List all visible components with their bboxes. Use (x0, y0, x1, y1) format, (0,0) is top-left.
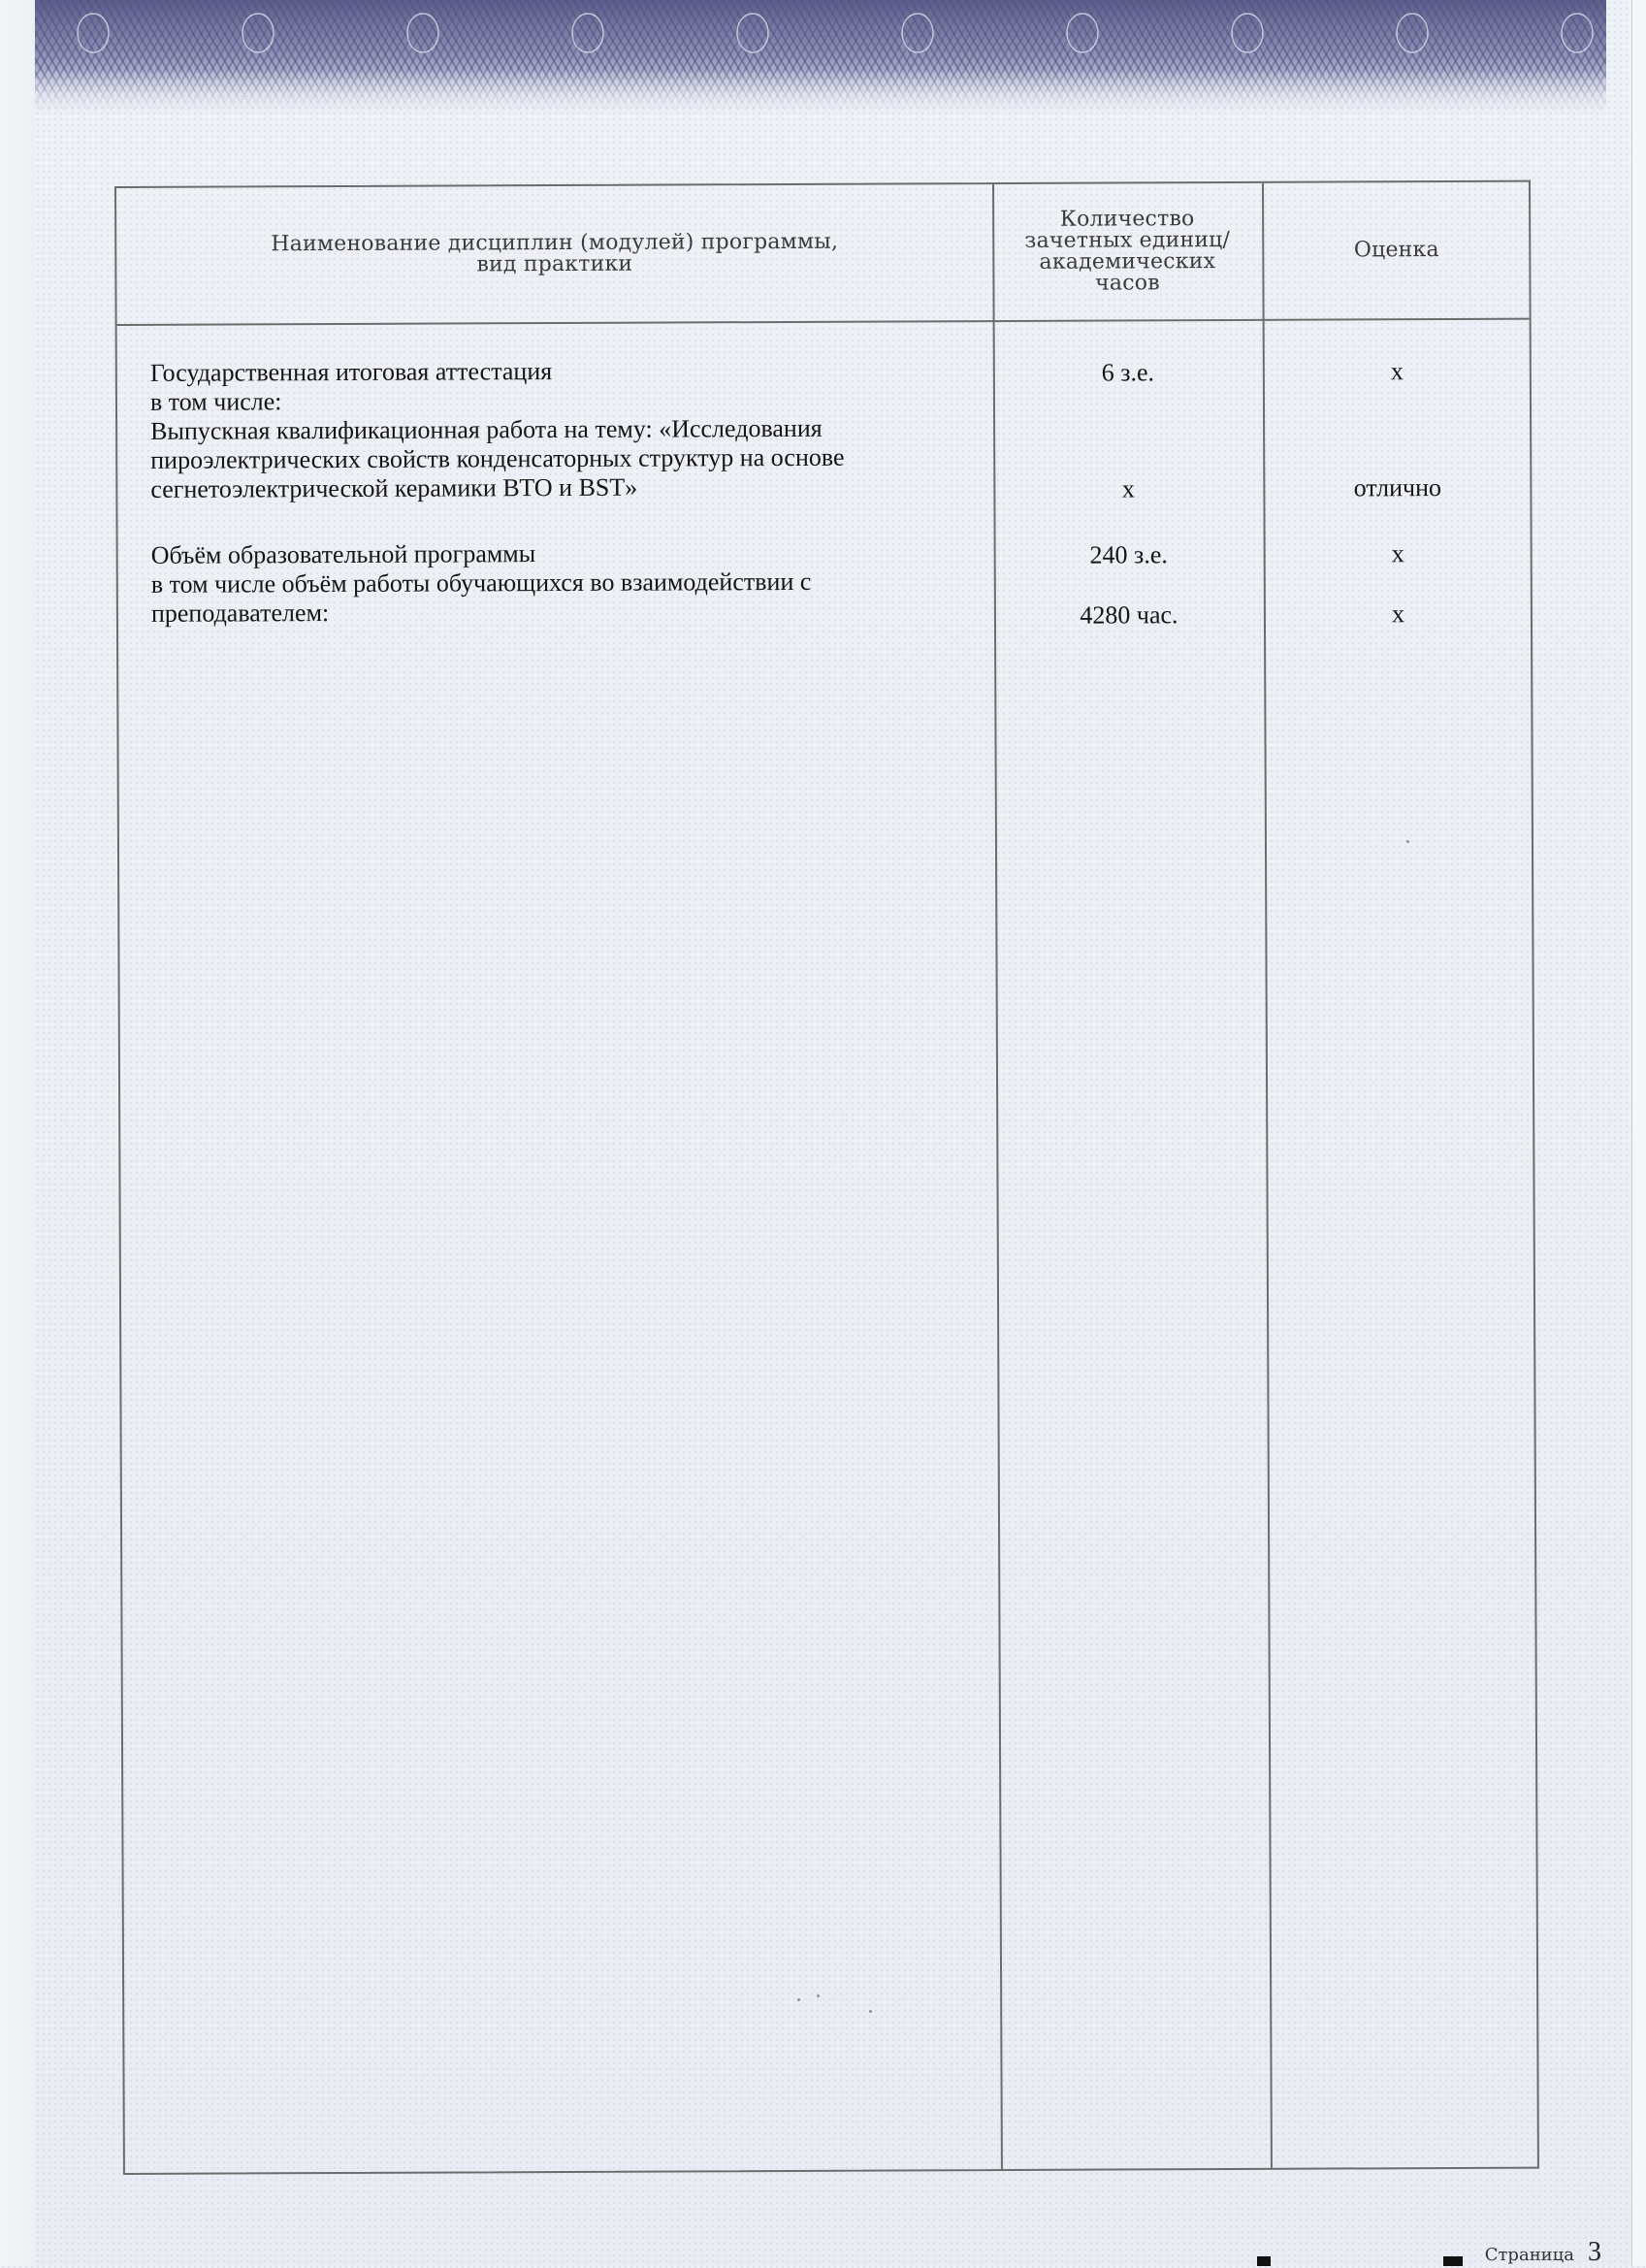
table-row (117, 411, 1532, 503)
page-number: 3 (1588, 2237, 1601, 2267)
paper-left-margin (0, 0, 35, 2266)
header-grade-text: Оценка (1353, 238, 1439, 263)
row-grade: х (1391, 539, 1404, 568)
page-label: Страница (1484, 2245, 1574, 2265)
row-grade: отлично (1353, 473, 1442, 502)
row-units: 4280 час. (1080, 600, 1178, 630)
table-row (117, 353, 1532, 416)
disciplines-table (114, 180, 1539, 2175)
header-discipline-name (116, 184, 993, 324)
page-footer (1485, 2237, 1601, 2268)
registration-mark (1257, 2256, 1271, 2266)
row-grade: х (1390, 357, 1404, 386)
scan-speck (797, 1998, 800, 2001)
table-row (118, 535, 1533, 569)
header-discipline-name-text: Наименование дисциплин (модулей) программы, вид практики (271, 229, 839, 277)
scan-speck (869, 2010, 872, 2013)
row-units: х (1121, 474, 1135, 503)
header-credit-units (992, 183, 1263, 320)
row-name-line: сегнетоэлектрической керамики ВТО и BST» (150, 472, 638, 503)
header-credit-units-text: Количество зачетных единиц/ академических часов (1024, 207, 1231, 296)
row-units: 240 з.е. (1089, 540, 1168, 569)
row-name-line: в том числе: (149, 387, 282, 416)
header-grade (1262, 182, 1532, 319)
paper-right-edge (1631, 0, 1646, 2266)
row-name-line: преподавателем: (150, 599, 330, 628)
scan-speck (1406, 840, 1409, 843)
row-name-line: пироэлектрических свойств конденсаторных структур на основе (150, 442, 845, 474)
row-name-line: в том числе объём работы обучающихся во взаимодействии с (150, 567, 812, 599)
row-name-line: Выпускная квалификационная работа на тему: «Исследования (150, 413, 823, 445)
row-grade: х (1391, 599, 1404, 629)
row-units: 6 з.е. (1101, 358, 1155, 387)
registration-mark (1443, 2256, 1463, 2266)
row-name-line: Объём образовательной программы (150, 539, 536, 569)
guilloche-medallions (35, 6, 1606, 74)
row-name-line: Государственная итоговая аттестация (149, 357, 553, 387)
scan-speck (817, 1994, 820, 1997)
